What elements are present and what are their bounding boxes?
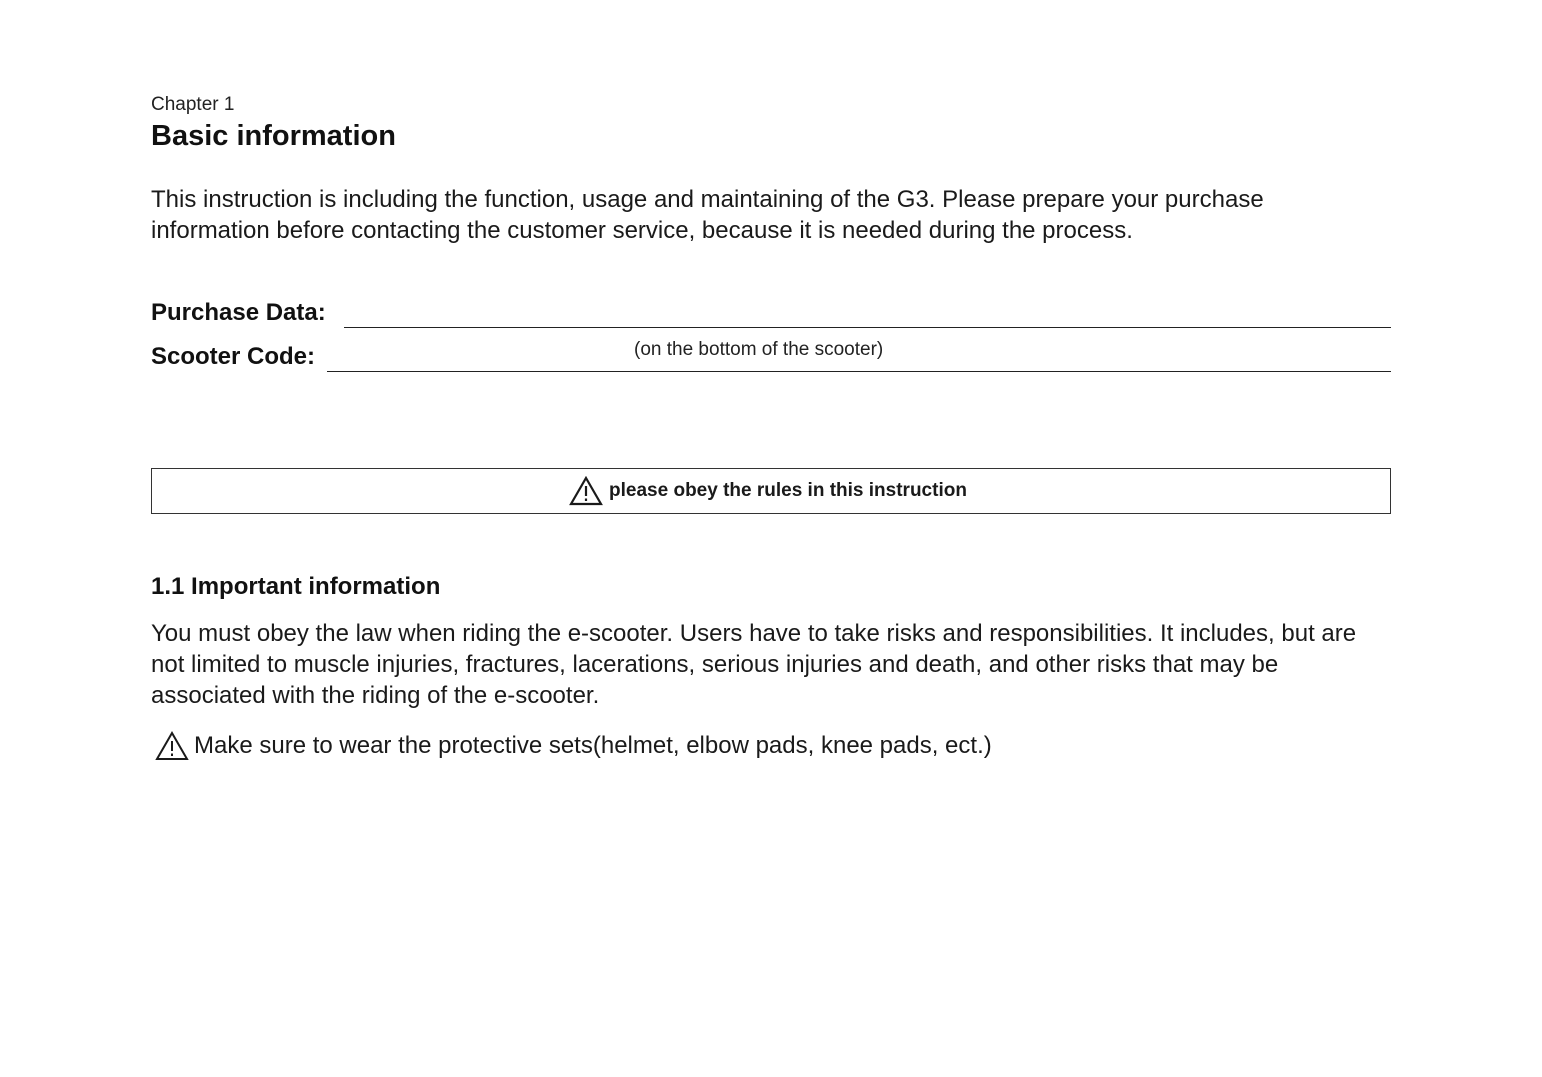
document-page — [151, 0, 1391, 1077]
scooter-code-label: Scooter Code: — [151, 343, 316, 370]
scooter-code-field — [151, 340, 1391, 376]
section-body: You must obey the law when riding the e-scooter. Users have to take risks and responsibilities. It includes, but are not limited to muscle injuries, fractures, lacerations, serious injuries and death, and other risks that may be associated with the riding of the e-scooter. — [151, 620, 1357, 709]
protective-warning — [155, 730, 992, 761]
purchase-data-blank-line — [344, 327, 1391, 328]
chapter-label: Chapter 1 — [151, 94, 235, 115]
intro-paragraph: This instruction is including the function, usage and maintaining of the G3. Please prepare your purchase information before contacting the customer service, because it is needed during the process. — [151, 186, 1264, 244]
purchase-data-field — [151, 296, 1391, 332]
scooter-code-hint: (on the bottom of the scooter) — [634, 339, 884, 360]
warning-triangle-icon — [569, 476, 603, 506]
notice-text: please obey the rules in this instruction — [609, 480, 967, 501]
protective-warning-text: Make sure to wear the protective sets(helmet, elbow pads, knee pads, ect.) — [194, 732, 992, 759]
chapter-title: Basic information — [151, 120, 396, 152]
scooter-code-blank-line — [327, 371, 1391, 372]
section-heading: 1.1 Important information — [151, 573, 441, 600]
warning-triangle-icon — [155, 731, 189, 761]
notice-box — [151, 468, 1391, 514]
purchase-data-label: Purchase Data: — [151, 299, 326, 326]
notice-content — [569, 476, 967, 506]
